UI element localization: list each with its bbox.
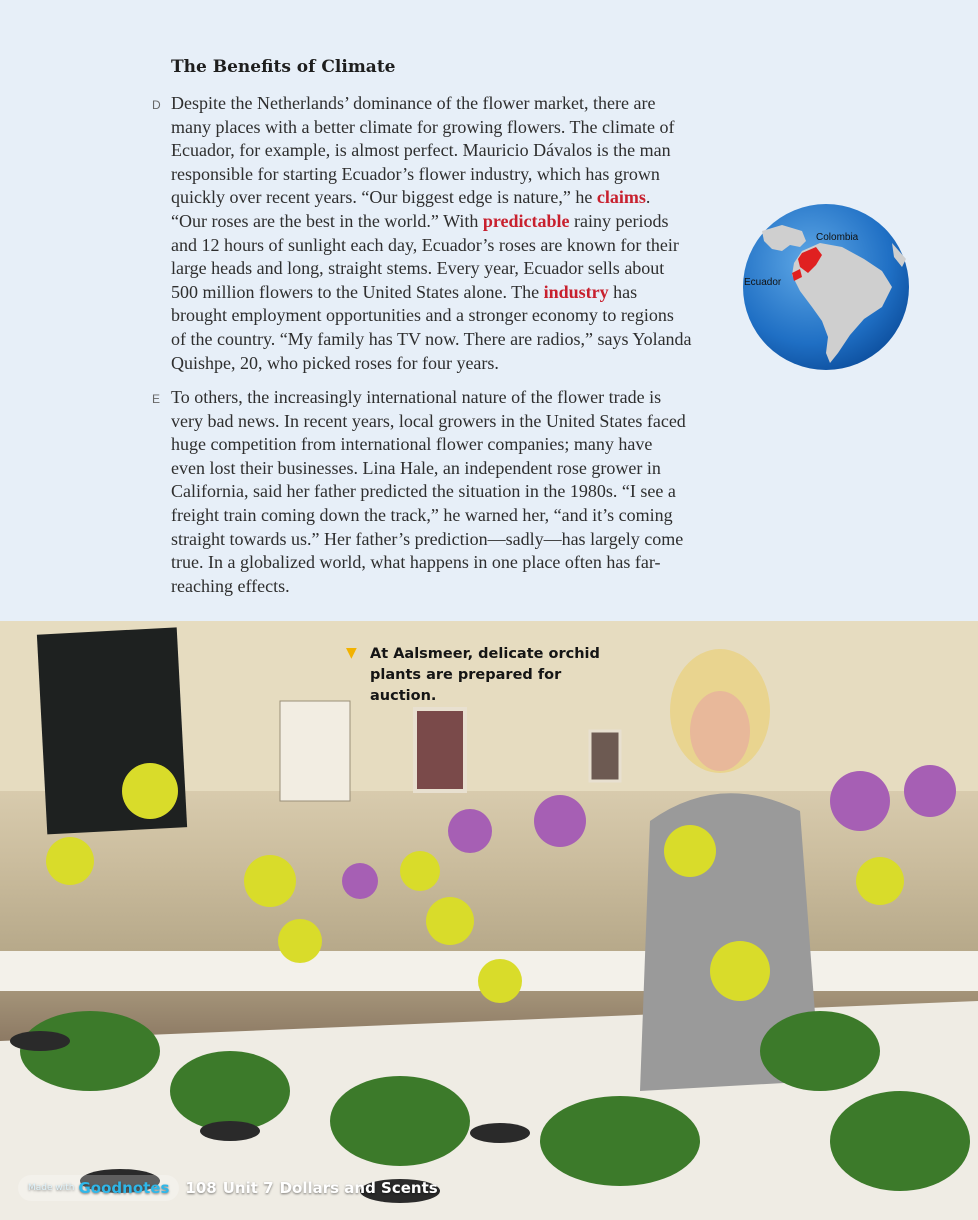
- para-d-line: .: [645, 187, 651, 208]
- para-e-line: huge competition from international flower companies; many have: [171, 434, 653, 455]
- paragraph-e: [152, 386, 731, 598]
- para-e-line: true. In a globalized world, what happens in one place often has far-: [171, 552, 661, 573]
- caption-chevron-icon: ▼: [346, 645, 357, 661]
- para-d-line: 500 million flowers to the United States alone. The: [171, 281, 544, 302]
- para-d-line: Quishpe, 20, who picked roses for four years.: [171, 352, 499, 373]
- page-number: 108: [185, 1179, 217, 1197]
- paragraph-d: [152, 92, 731, 375]
- para-d-line: Despite the Netherlands’ dominance of the flower market, there are: [171, 93, 656, 113]
- para-e-line: California, said her father predicted the situation in the 1980s. “I see a: [171, 481, 676, 502]
- para-d-line: large heads and long, straight stems. Every year, Ecuador sells about: [171, 258, 665, 279]
- para-d-line: and 12 hours of sunlight each day, Ecuador’s roses are known for their: [171, 234, 679, 255]
- paragraph-letter-e: E: [152, 392, 161, 406]
- framed-picture: [415, 709, 465, 791]
- para-d-line: responsible for starting Ecuador’s flower industry, which has grown: [171, 163, 660, 184]
- unit-title: Dollars and Scents: [279, 1179, 438, 1197]
- para-e-line: To others, the increasingly international nature of the flower trade is: [171, 387, 662, 407]
- label-colombia: Colombia: [816, 232, 859, 243]
- para-d-line: has: [608, 281, 638, 302]
- section-heading: The Benefits of Climate: [171, 57, 396, 77]
- globe-map: [742, 203, 910, 371]
- para-e-line: very bad news. In recent years, local growers in the United States faced: [171, 410, 686, 431]
- vocab-industry[interactable]: industry: [543, 281, 609, 302]
- vocab-predictable[interactable]: predictable: [482, 210, 570, 231]
- goodnotes-brand: Goodnotes: [78, 1179, 170, 1197]
- para-e-line: even lost their businesses. Lina Hale, an independent rose grower in: [171, 457, 661, 478]
- para-d-line: “Our roses are the best in the world.” With: [171, 210, 483, 231]
- goodnotes-badge[interactable]: [18, 1175, 179, 1201]
- para-d-line: rainy periods: [569, 210, 669, 231]
- para-e-line: straight towards us.” Her father’s prediction—sadly—has largely come: [171, 528, 684, 549]
- photo-scene: [0, 621, 978, 1220]
- photo-caption: [346, 644, 629, 707]
- unit-label: Unit 7: [222, 1179, 274, 1197]
- vocab-claims[interactable]: claims: [596, 187, 646, 208]
- para-d-line: quickly over recent years. “Our biggest edge is nature,” he: [171, 187, 597, 208]
- para-e-line: freight train coming down the track,” he warned her, “and it’s coming: [171, 504, 673, 525]
- paragraph-letter-d: D: [152, 98, 161, 112]
- caption-line-2: plants are prepared for auction.: [370, 667, 562, 704]
- para-d-line: of the country. “My family has TV now. There are radios,” says Yolanda: [171, 328, 692, 349]
- orchid-auction-photo: [0, 621, 978, 1220]
- label-ecuador: Ecuador: [744, 277, 782, 288]
- caption-line-1: At Aalsmeer, delicate orchid: [370, 646, 600, 662]
- para-e-line: reaching effects.: [171, 575, 290, 596]
- page-footer: [18, 1174, 438, 1202]
- made-with-label: Made with: [28, 1183, 75, 1193]
- para-d-line: Ecuador, for example, is almost perfect. Mauricio Dávalos is the man: [171, 140, 671, 161]
- para-d-line: brought employment opportunities and a stronger economy to regions: [171, 305, 674, 326]
- para-d-line: many places with a better climate for growing flowers. The climate of: [171, 116, 675, 137]
